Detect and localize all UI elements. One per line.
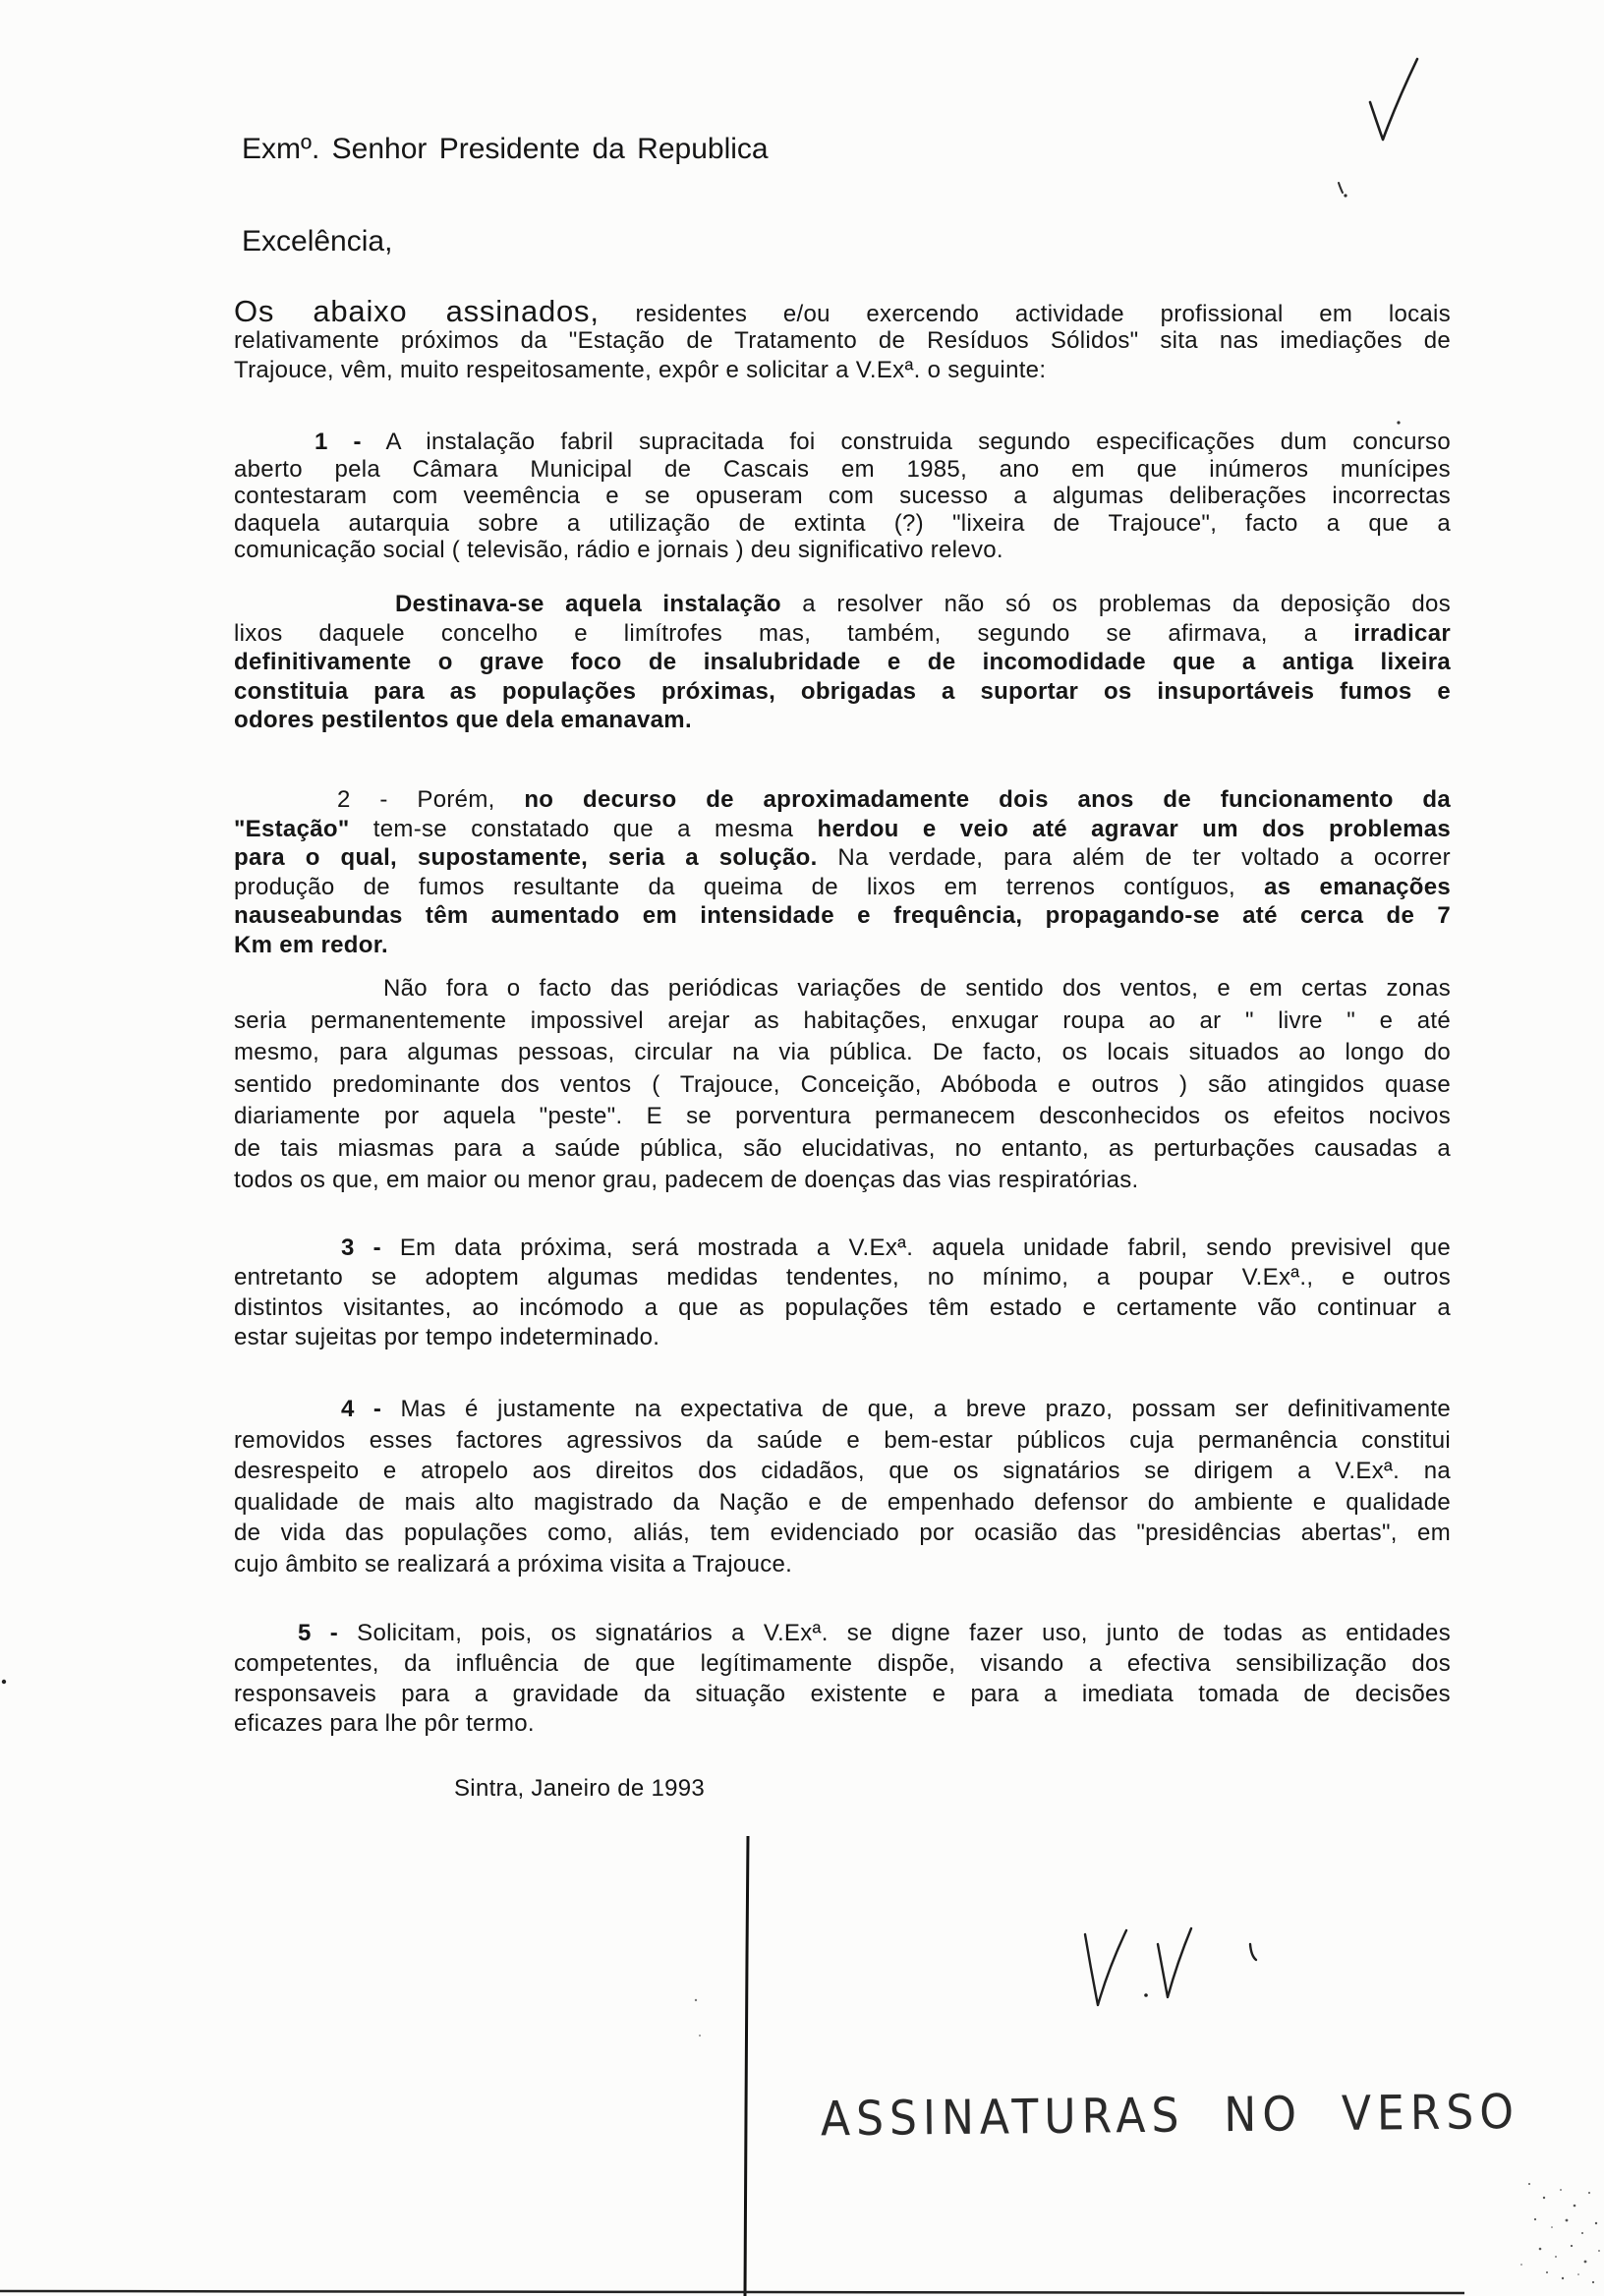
text-segment: 2 - Porém, — [337, 786, 495, 813]
bold-text-segment: 3 - — [341, 1234, 381, 1261]
bold-text-segment: as emanações — [1264, 873, 1451, 900]
bold-text-segment: para o qual, supostamente, seria a solução. — [234, 844, 818, 871]
text-segment: Trajouce, vêm, muito respeitosamente, expôr e solicitar a V.Exª. o seguinte: — [234, 357, 1047, 383]
vertical-rule — [745, 1836, 748, 2296]
pen-mark — [1339, 183, 1343, 193]
bold-text-segment: definitivamente o grave foco de insalubridade e de incomodidade que a antiga lixeira — [234, 649, 1451, 675]
text-segment: Os abaixo assinados, — [234, 294, 600, 328]
bold-text-segment: 5 - — [298, 1620, 339, 1646]
addressee-line: Exmº. Senhor Presidente da Republica — [242, 133, 769, 165]
scan-speck — [2, 1680, 6, 1684]
text-segment: Mas é justamente na expectativa de que, a breve prazo, possam ser definitivamente — [400, 1396, 1451, 1422]
bold-text-segment: odores pestilentos que dela emanavam. — [234, 707, 692, 733]
text-segment: mesmo, para algumas pessoas, circular na via pública. De facto, os locais situados ao longo do — [234, 1039, 1451, 1065]
text-segment: residentes e/ou exercendo actividade profissional em locais — [635, 301, 1451, 327]
text-segment: comunicação social ( televisão, rádio e jornais ) deu significativo relevo. — [234, 537, 1003, 563]
text-segment: seria permanentemente impossivel arejar as habitações, enxugar roupa ao ar " livre " e até — [234, 1006, 1451, 1034]
text-segment: Não fora o facto das periódicas variações de sentido dos ventos, e em certas zonas — [383, 975, 1451, 1002]
text-segment: tem-se constatado que a mesma — [372, 815, 794, 842]
text-segment: todos os que, em maior ou menor grau, padecem de doenças das vias respiratórias. — [234, 1167, 1139, 1193]
text-segment: cujo âmbito se realizará a próxima visita a Trajouce. — [234, 1550, 793, 1578]
text-segment: aberto pela Câmara Municipal de Cascais em 1985, ano em que inúmeros munícipes — [234, 455, 1451, 483]
scan-noise — [1520, 2183, 1600, 2283]
scan-speck — [1397, 421, 1400, 424]
text-segment: relativamente próximos da "Estação de Tratamento de Resíduos Sólidos" sita nas imediações de — [234, 327, 1451, 354]
initials-dot — [1144, 1993, 1148, 1997]
bold-text-segment: 4 - — [341, 1396, 382, 1422]
bold-text-segment: no decurso de aproximadamente dois anos de funcionamento da — [524, 786, 1452, 813]
text-segment: removidos esses factores agressivos da saúde e bem-estar públicos cuja permanência constitui — [234, 1426, 1451, 1454]
text-segment: produção de fumos resultante da queima de lixos em terrenos contíguos, — [234, 873, 1235, 900]
bold-text-segment: "Estação" — [234, 815, 350, 842]
page-edge-line — [0, 2291, 1464, 2293]
bold-text-segment: 1 - — [315, 429, 362, 455]
bold-text-segment: herdou e veio até agravar um dos problemas — [817, 815, 1452, 842]
bold-text-segment: Destinava-se aquela instalação — [395, 591, 781, 617]
text-segment: de tais miasmas para a saúde pública, são elucidativas, no entanto, as perturbações causadas a — [234, 1134, 1451, 1162]
text-segment: Solicitam, pois, os signatários a V.Exª. se digne fazer uso, junto de todas as entidades — [357, 1620, 1451, 1646]
bold-text-segment: nauseabundas têm aumentado em intensidade e frequência, propagando-se até cerca de 7 — [234, 902, 1451, 929]
scan-speck — [699, 2035, 701, 2037]
handwritten-check-mark — [1370, 59, 1417, 140]
text-segment: responsaveis para a gravidade da situação existente e para a imediata tomada de decisões — [234, 1680, 1451, 1707]
text-segment: lixos daquele concelho e limítrofes mas, também, segundo se afirmava, a — [234, 619, 1318, 647]
text-segment: daquela autarquia sobre a utilização de extinta (?) "lixeira de Trajouce", facto a que a — [234, 509, 1451, 537]
text-segment: distintos visitantes, ao incómodo a que as populações têm estado e certamente vão continuar a — [234, 1293, 1451, 1321]
text-segment: desrespeito e atropelo aos direitos dos cidadãos, que os signatários se dirigem a V.Exª. na — [234, 1458, 1451, 1485]
text-segment: estar sujeitas por tempo indeterminado. — [234, 1323, 660, 1350]
handwritten-initials — [1085, 1928, 1256, 2005]
text-segment: diariamente por aquela "peste". E se porventura permanecem desconhecidos os efeitos nocivos — [234, 1103, 1451, 1129]
bold-text-segment: constituia para as populações próximas, obrigadas a suportar os insuportáveis fumos e — [234, 677, 1451, 705]
text-segment: entretanto se adoptem algumas medidas tendentes, no mínimo, a poupar V.Exª., e outros — [234, 1264, 1451, 1292]
text-segment: qualidade de mais alto magistrado da Nação e de empenhado defensor do ambiente e qualidade — [234, 1488, 1451, 1516]
greeting: Excelência, — [242, 225, 393, 258]
handwritten-note: ASSINATURAS NO VERSO — [820, 2084, 1520, 2148]
bold-text-segment: irradicar — [1353, 619, 1451, 647]
scan-speck — [695, 1999, 697, 2001]
text-segment: eficazes para lhe pôr termo. — [234, 1710, 535, 1738]
text-segment: de vida das populações como, aliás, tem evidenciado por ocasião das "presidências abertas", em — [234, 1520, 1451, 1547]
text-segment: Em data próxima, será mostrada a V.Exª. aquela unidade fabril, sendo previsivel que — [399, 1234, 1451, 1261]
pen-dot — [1344, 194, 1346, 197]
text-segment: sentido predominante dos ventos ( Trajouce, Conceição, Abóboda e outros ) são atingidos quase — [234, 1070, 1451, 1098]
text-segment: Na verdade, para além de ter voltado a ocorrer — [837, 844, 1451, 871]
bold-text-segment: Km em redor. — [234, 931, 388, 958]
text-segment: A instalação fabril supracitada foi construida segundo especificações dum concurso — [385, 429, 1451, 455]
place-and-date: Sintra, Janeiro de 1993 — [454, 1775, 706, 1802]
text-segment: contestaram com veemência e se opuseram com sucesso a algumas deliberações incorrectas — [234, 483, 1451, 509]
text-segment: competentes, da influência de que legítimamente dispõe, visando a efectiva sensibilização dos — [234, 1649, 1451, 1677]
text-segment: a resolver não só os problemas da deposição dos — [802, 591, 1451, 617]
